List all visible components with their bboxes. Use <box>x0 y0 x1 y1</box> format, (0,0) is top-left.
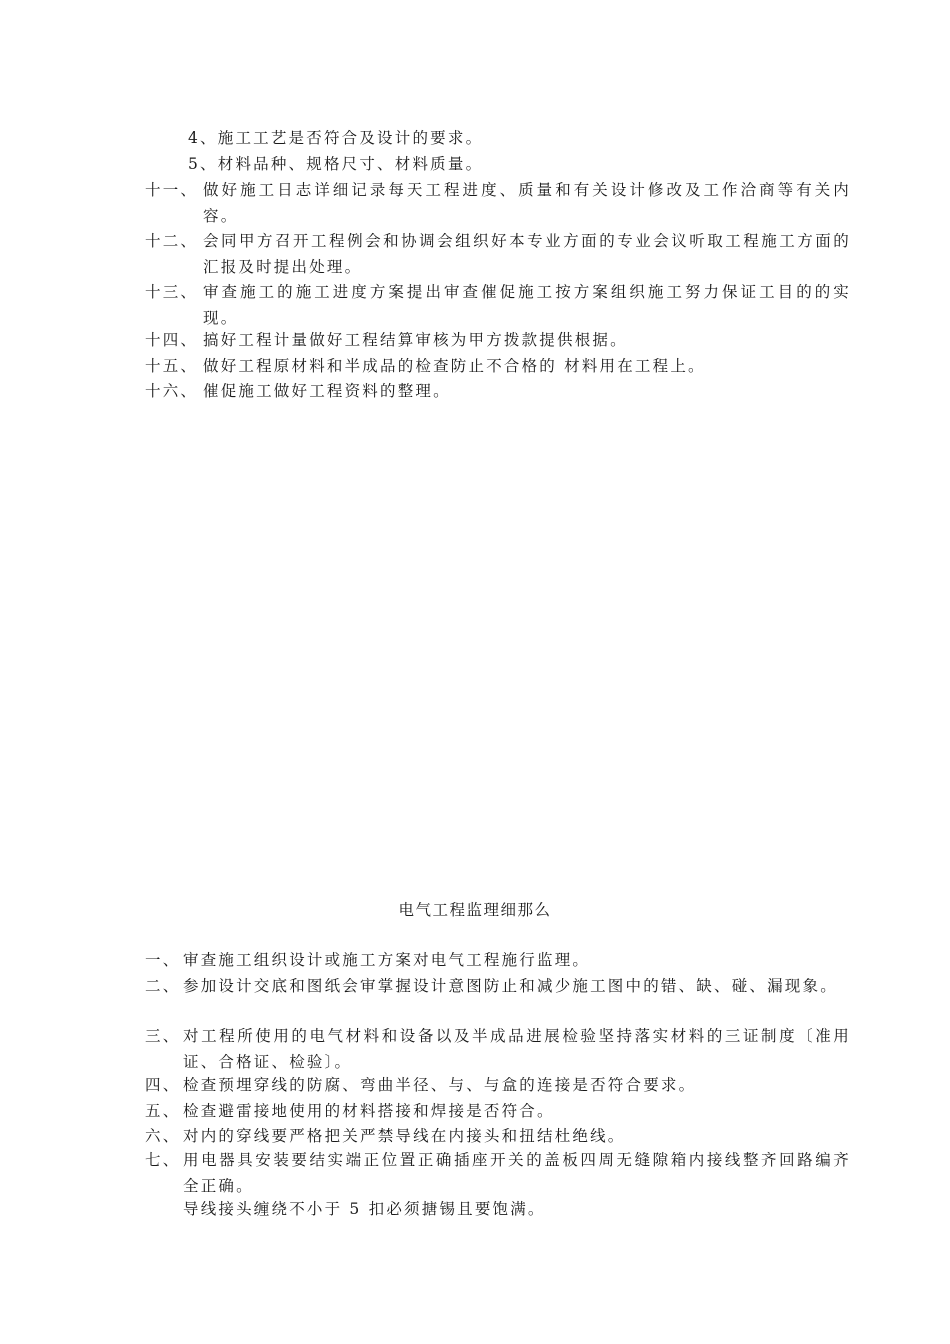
item-text: 做好工程原材料和半成品的检查防止不合格的 材料用在工程上。 <box>203 357 706 375</box>
item-number: 六、 <box>145 1127 181 1145</box>
item-text: 会同甲方召开工程例会和协调会组织好本专业方面的专业会议听取工程施工方面的汇报及时提出处理。 <box>203 232 851 276</box>
trailing-note: 导线接头缠绕不小于 5 扣必须搪锡且要饱满。 <box>183 1200 546 1218</box>
item-text: 用电器具安装要结实端正位置正确插座开关的盖板四周无缝隙箱内接线整齐回路编齐全正确。 <box>183 1151 851 1195</box>
item-text: 审查施工组织设计或施工方案对电气工程施行监理。 <box>183 951 591 969</box>
item-number: 十三、 <box>145 283 199 301</box>
item-text: 参加设计交底和图纸会审掌握设计意图防止和减少施工图中的错、缺、碰、漏现象。 <box>183 977 838 995</box>
item-number: 十四、 <box>145 331 199 349</box>
sub-item-4: 4、施工工艺是否符合及设计的要求。 <box>188 129 484 147</box>
item-number: 三、 <box>145 1027 181 1045</box>
list-item <box>145 180 850 232</box>
list-item <box>145 976 850 1028</box>
item-number: 十一、 <box>145 181 199 199</box>
sub-item-5: 5、材料品种、规格尺寸、材料质量。 <box>188 155 484 173</box>
item-number: 七、 <box>145 1151 181 1169</box>
item-text: 检查避雷接地使用的材料搭接和焊接是否符合。 <box>183 1102 555 1120</box>
item-number: 十二、 <box>145 232 199 250</box>
item-text: 审查施工的施工进度方案提出审查催促施工按方案组织施工努力保证工目的的实现。 <box>203 283 851 327</box>
item-text: 对工程所使用的电气材料和设备以及半成品进展检验坚持落实材料的三证制度〔准用证、合格证、检验〕。 <box>183 1027 851 1071</box>
section-title: 电气工程监理细那么 <box>398 901 552 919</box>
list-item <box>145 1150 850 1202</box>
item-number: 十五、 <box>145 357 199 375</box>
item-text: 做好施工日志详细记录每天工程进度、质量和有关设计修改及工作洽商等有关内容。 <box>203 181 851 225</box>
item-number: 二、 <box>145 977 181 995</box>
list-item <box>145 231 850 283</box>
list-item <box>145 1026 850 1078</box>
item-number: 一、 <box>145 951 181 969</box>
item-number: 四、 <box>145 1076 181 1094</box>
item-number: 五、 <box>145 1102 181 1120</box>
item-text: 检查预埋穿线的防腐、弯曲半径、与、与盒的连接是否符合要求。 <box>183 1076 697 1094</box>
item-text: 对内的穿线要严格把关严禁导线在内接头和扭结杜绝线。 <box>183 1127 626 1145</box>
list-item <box>145 381 850 407</box>
item-text: 搞好工程计量做好工程结算审核为甲方拨款提供根据。 <box>203 331 628 349</box>
item-number: 十六、 <box>145 382 199 400</box>
item-text: 催促施工做好工程资料的整理。 <box>203 382 451 400</box>
